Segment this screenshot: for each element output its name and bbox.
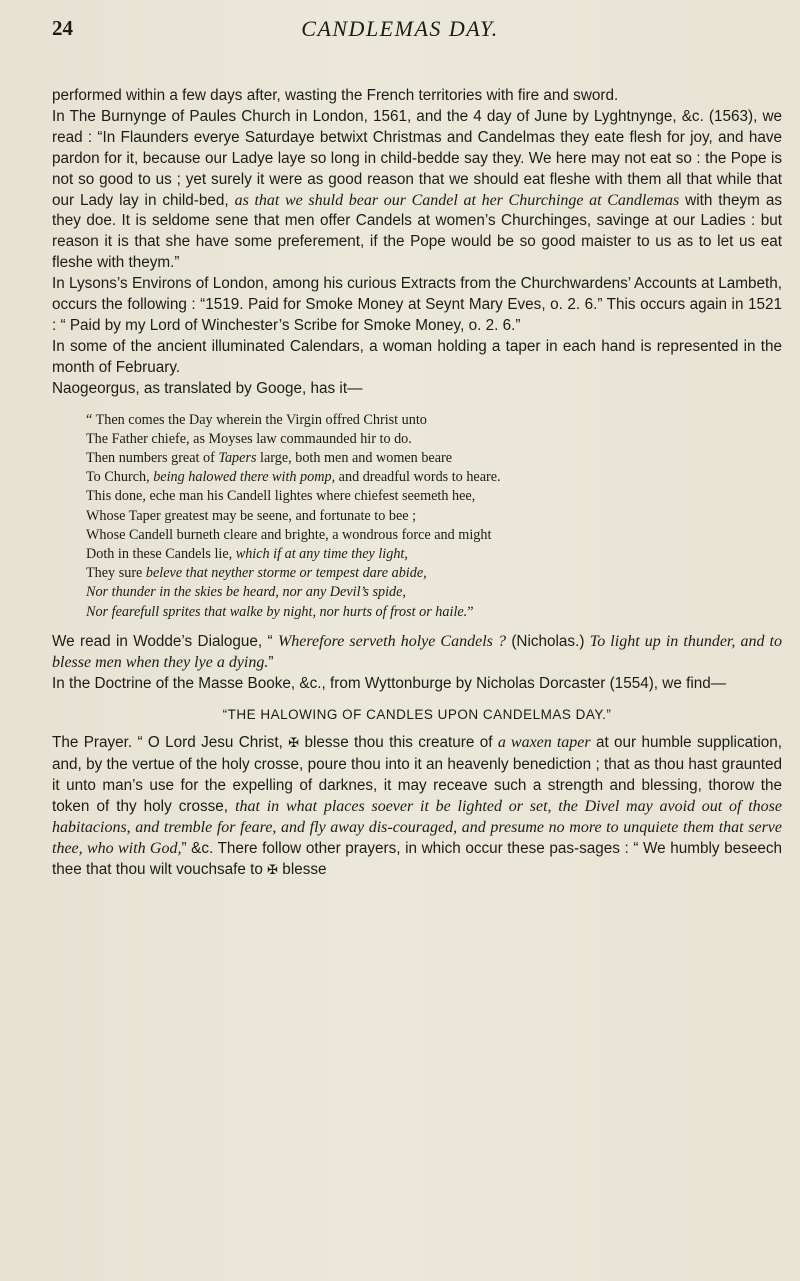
cross-icon: ✠ [288,736,300,752]
text-run: with theym as they doe. It is seldome sene that men offer Candels at women’s Churchinges, savinge at our Ladies : but reason it is that she have some preferement, if the Pope would be so good maister to us as to let us eat fleshe with theym.” [52,191,782,272]
paragraph: performed within a few days after, wasting the French territories with fire and sword. [52,87,619,104]
running-title: CANDLEMAS DAY. [301,16,499,41]
italic-run: Tapers [218,450,257,466]
text-run: We read in Wodde’s Dialogue, “ [52,632,278,650]
text-run: To Church, [86,469,154,486]
text-run: ” [268,653,274,671]
verse-line [86,545,782,564]
text-run: ” [467,603,474,620]
cross-icon: ✠ [267,862,279,878]
verse-line [86,449,782,468]
text-run: blesse thou this creature of [299,734,498,752]
italic-run: To light up in thunder, and to blesse men when they lye a dying. [52,632,783,671]
text-run: They sure [86,565,146,582]
italic-run: a waxen taper [497,734,591,752]
text-run: ” &c. There follow other prayers, in which occur these pas-sages : “ We humbly beseech thee that thou wilt vouchsafe to [52,839,783,878]
heading-text: “THE HALOWING OF CANDLES UPON CANDELMAS DAY.” [222,706,612,722]
verse-line [86,603,782,622]
italic-run: being halowed there with pomp, [153,469,336,486]
text-run: Then numbers great of [86,450,219,466]
italic-run: Nor thunder in the skies be heard, nor any Devil’s spide, [86,584,406,601]
paragraph: Naogeorgus, as translated by Googe, has it— [52,379,363,397]
text-run: (Nicholas.) [505,632,590,650]
paragraph: In some of the ancient illuminated Calendars, a woman holding a taper in each hand is represented in the month of February. [52,337,782,376]
page-header [0,16,800,52]
paragraph [52,107,782,274]
italic-run: Wherefore serveth holye Candels ? [277,632,506,650]
verse-line [86,564,782,583]
paragraph [52,733,782,881]
italic-run: as that we shuld bear our Candel at her Churchinge at Candlemas [234,191,680,209]
verse-line: Whose Taper greatest may be seene, and fortunate to bee ; [86,507,417,524]
paragraph [52,632,782,674]
italic-run: beleve that neyther storme or tempest dare abide, [145,565,427,582]
italic-run: which if at any time they light, [235,546,408,563]
paragraph: In the Doctrine of the Masse Booke, &c., from Wyttonburge by Nicholas Dorcaster (1554), we find— [52,674,727,692]
page-number: 24 [52,16,73,40]
text-run: and dreadful words to heare. [335,469,501,486]
verse-line: Whose Candell burneth cleare and brighte, a wondrous force and might [86,526,492,543]
text-run: The Prayer. “ O Lord Jesu Christ, [52,734,289,752]
text-run: In The Burnynge of Paules Church in London, 1561, and the 4 day of June by Lyghtnynge, &c. (1563), we read : “In Flaunders everye Saturdaye betwixt Christmas and Candelmas they eate flesh for joy, and have pardon for it, because our Ladye laye so long in child-bedde say they. We here may not eat so : the Pope is not so good to us ; yet surely it were as good reason that we should eat fleshe with them all that while that our Lady lay in child-bed, [52,107,782,209]
text-run: at our humble supplication, and, by the vertue of the holy crosse, poure thou into it an heavenly benediction ; that as thou hast graunted it unto man’s use for the expelling of darknes, it may receave such a strength and blessing, thorow the token of thy holy crosse, [52,734,783,816]
verse-line: “ Then comes the Day wherein the Virgin offred Christ unto [86,411,427,428]
italic-run: that in what places soever it be lighted or set, the Divel may avoid out of those habitacions, and tremble for feare, and fly away dis-couraged, and presume no more to unquiete them that serve thee, who with God, [52,798,782,857]
section-heading [52,705,782,726]
verse-line [86,468,782,487]
text-run: blesse [278,860,327,878]
italic-run: Nor fearefull sprites that walke by night, nor hurts of frost or haile. [86,603,468,620]
text-run: large, both men and women beare [256,450,453,466]
verse-line [86,583,782,602]
text-run: Doth in these Candels lie, [86,546,236,563]
verse-line: This done, eche man his Candell lightes where chiefest seemeth hee, [86,488,476,505]
verse-quotation [86,411,782,622]
verse-line: The Father chiefe, as Moyses law commaunded hir to do. [86,430,412,447]
page-body [52,86,782,882]
paragraph: In Lysons’s Environs of London, among his curious Extracts from the Churchwardens’ Accounts at Lambeth, occurs the following : “1519. Paid for Smoke Money at Seynt Mary Eves, o. 2. 6.” This occurs again in 1521 : “ Paid by my Lord of Winchester’s Scribe for Smoke Money, o. 2. 6.” [52,275,782,334]
